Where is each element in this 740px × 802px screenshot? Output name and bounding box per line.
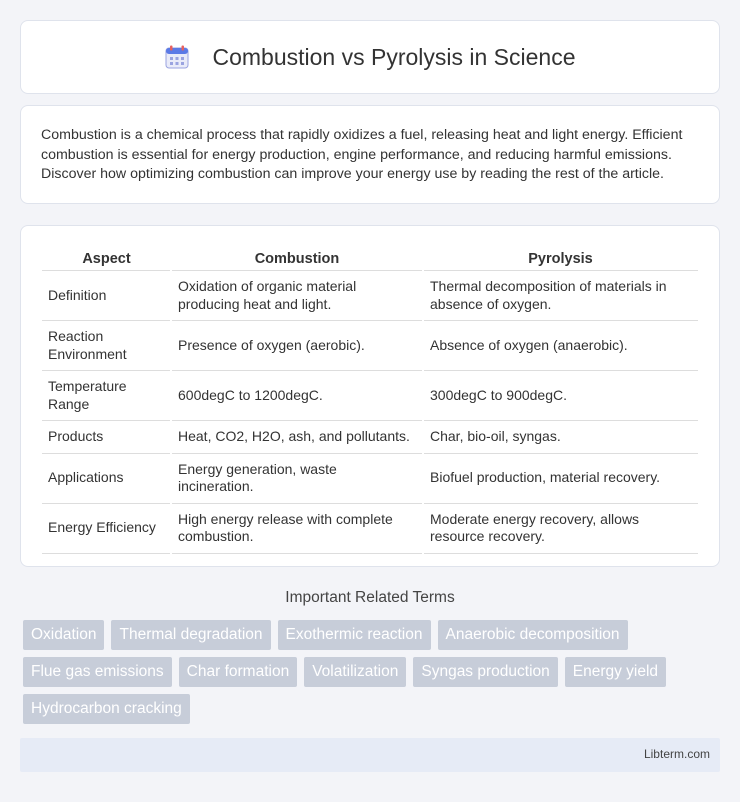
tag-char-formation[interactable]: Char formation xyxy=(179,657,298,687)
tag-exothermic-reaction[interactable]: Exothermic reaction xyxy=(278,620,431,650)
header-aspect: Aspect xyxy=(42,246,171,271)
row-aspect: Definition xyxy=(42,271,171,321)
table-row xyxy=(42,371,698,421)
table-row xyxy=(42,271,698,321)
footer-site-link[interactable]: Libterm.com xyxy=(643,747,710,761)
intro-text: Combustion is a chemical process that rapidly oxidizes a fuel, releasing heat and light energy. Efficient combustion is essential for energy production, engine performance, and reducing harmful emissions. Discover how optimizing combustion can improve your energy use by reading the rest of the article. xyxy=(41,127,683,182)
row-pyrolysis: Biofuel production, material recovery. xyxy=(423,453,698,503)
tag-volatilization[interactable]: Volatilization xyxy=(304,657,406,687)
row-combustion: Presence of oxygen (aerobic). xyxy=(171,321,423,371)
row-aspect: Applications xyxy=(42,453,171,503)
tag-flue-gas-emissions[interactable]: Flue gas emissions xyxy=(23,657,172,687)
row-pyrolysis: Char, bio-oil, syngas. xyxy=(423,421,698,454)
row-pyrolysis: Absence of oxygen (anaerobic). xyxy=(423,321,698,371)
related-terms-title: Important Related Terms xyxy=(285,589,455,606)
row-combustion: High energy release with complete combustion. xyxy=(171,503,423,553)
row-combustion: Oxidation of organic material producing heat and light. xyxy=(171,271,423,321)
table-row xyxy=(42,453,698,503)
comparison-table xyxy=(42,246,698,554)
row-pyrolysis: 300degC to 900degC. xyxy=(423,371,698,421)
tag-energy-yield[interactable]: Energy yield xyxy=(565,657,666,687)
table-header-row xyxy=(42,246,698,271)
tag-thermal-degradation[interactable]: Thermal degradation xyxy=(111,620,270,650)
row-aspect: Energy Efficiency xyxy=(42,503,171,553)
row-aspect: Reaction Environment xyxy=(42,321,171,371)
table-row xyxy=(42,421,698,454)
row-pyrolysis: Thermal decomposition of materials in absence of oxygen. xyxy=(423,271,698,321)
table-row xyxy=(42,503,698,553)
header-combustion: Combustion xyxy=(171,246,423,271)
tag-oxidation[interactable]: Oxidation xyxy=(23,620,104,650)
row-aspect: Products xyxy=(42,421,171,454)
calendar-icon xyxy=(164,44,190,70)
header-pyrolysis: Pyrolysis xyxy=(423,246,698,271)
related-terms-list xyxy=(23,620,723,731)
tag-anaerobic-decomposition[interactable]: Anaerobic decomposition xyxy=(438,620,628,650)
row-aspect: Temperature Range xyxy=(42,371,171,421)
intro-card xyxy=(20,105,720,204)
row-combustion: Heat, CO2, H2O, ash, and pollutants. xyxy=(171,421,423,454)
page-title: Combustion vs Pyrolysis in Science xyxy=(212,43,576,70)
tag-hydrocarbon-cracking[interactable]: Hydrocarbon cracking xyxy=(23,694,190,724)
comparison-card xyxy=(20,225,720,567)
tag-syngas-production[interactable]: Syngas production xyxy=(413,657,557,687)
row-combustion: 600degC to 1200degC. xyxy=(171,371,423,421)
row-combustion: Energy generation, waste incineration. xyxy=(171,453,423,503)
table-row xyxy=(42,321,698,371)
footer xyxy=(20,738,720,772)
header-card xyxy=(20,20,720,94)
row-pyrolysis: Moderate energy recovery, allows resource recovery. xyxy=(423,503,698,553)
